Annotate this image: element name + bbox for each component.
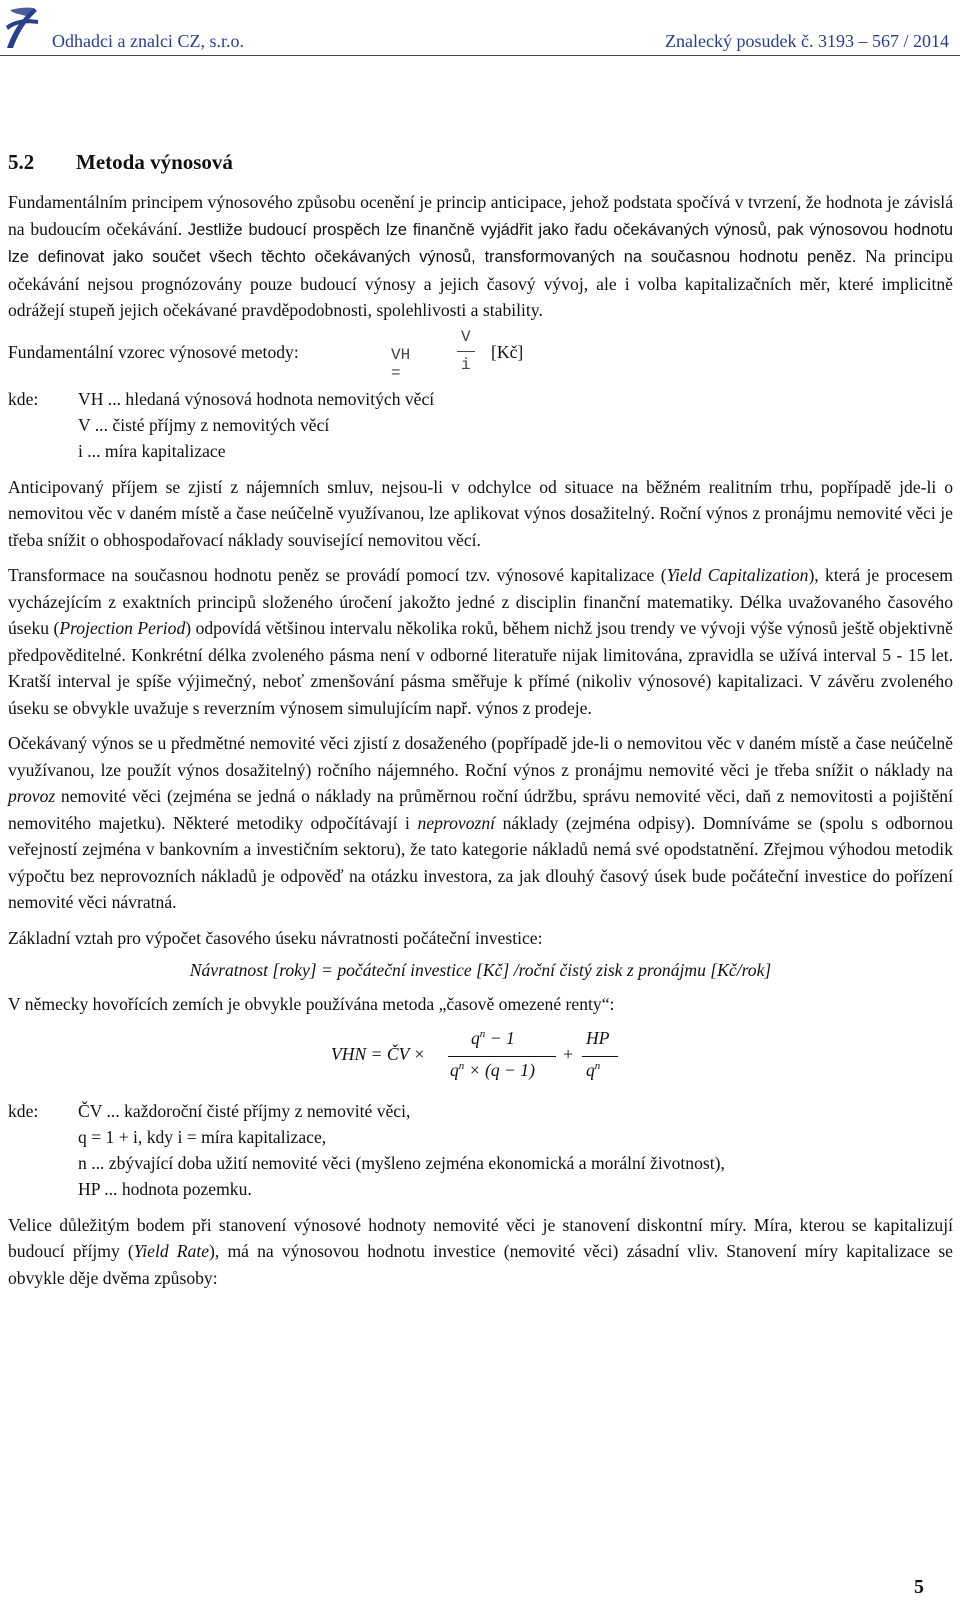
paragraph-payback-intro: Základní vztah pro výpočet časového úseku návratnosti počáteční investice: <box>8 927 543 948</box>
annuity-plus: + <box>562 1043 574 1064</box>
intro-sentence-2: Jestliže budoucí prospěch lze finančně vyjádřit jako řadu očekávaných výnosů, pak výnosovou hodnotu lze definovat jako součet všech těchto očekávaných výnosů, transformovaných na současnou hodnotu peněz. <box>8 220 953 266</box>
payback-formula: Návratnost [roky] = počáteční investice [Kč] /roční čistý zisk z pronájmu [Kč/rok] <box>189 960 772 980</box>
term-yield-capitalization: Yield Capitalization <box>666 565 809 585</box>
definitions-label: kde: <box>8 1100 39 1121</box>
page-number: 5 <box>914 1576 924 1598</box>
fraction-bar <box>457 351 475 352</box>
definition-item: i ... míra kapitalizace <box>78 440 226 461</box>
header-company-name: Odhadci a znalci CZ, s.r.o. <box>52 31 244 51</box>
annuity-fraction-bar <box>448 1056 556 1057</box>
paragraph-anticipated-income: Anticipovaný příjem se zjistí z nájemních smluv, nejsou-li v odchylce od situace na běžném realitním trhu, popřípadě jde-li o nemovitou věc v daném místě a čase neúčelně využívanou, lze aplikovat výnos dosažitelný. Roční výnos z pronájmu nemovité věci je třeba snížit o obhospodařovací náklady související nemovitou věcí. <box>8 476 953 550</box>
definitions-list-1 <box>8 386 953 464</box>
term-neprovozni: neprovozní <box>417 812 496 833</box>
formula-unit: [Kč] <box>491 341 524 362</box>
intro-sentence-3: Na principu očekávání nejsou prognózovány pouze budoucí výnosy a jejich časový vývoj, ale i volba kapitalizačních měr, které implicitně odrážejí stupeň jejich očekávané pravděpodobnosti, spolehlivosti a stability. <box>8 246 953 320</box>
paragraph-transformation: Transformace na současnou hodnotu peněz se provádí pomocí tzv. výnosové kapitalizace (Yield Capitalization), která je procesem vycházejícím z exaktních principů složeného úročení jakožto jedné z disciplin finanční matematiky. Délka uvažovaného časového úseku (Projection Period) odpovídá většinou intervalu několika roků, během nichž jsou trendy ve vývoji výše výnosů ještě objektivně předpověditelné. Konkrétní délka zvoleného pásma není v odborné literatuře nijak limitována, zpravidla se užívá interval 5 - 15 let. Kratší interval je spíše výjimečný, neboť zmenšování pásma směřuje k přímé (nikoliv výnosové) kapitalizaci. V závěru zvoleného úseku se obvykle uvažuje s reverzním výnosem simulujícím např. výnos z prodeje. <box>8 565 953 718</box>
annuity-numerator: $q^n - 1$ <box>471 1027 515 1048</box>
definition-item: q = 1 + i, kdy i = míra kapitalizace, <box>78 1126 327 1147</box>
annuity-denominator: $q^n \times (q - 1)$ <box>450 1059 535 1080</box>
annuity-fraction-bar-2 <box>582 1056 618 1057</box>
fundamental-formula <box>8 327 953 386</box>
formula-label: Fundamentální vzorec výnosové metody: <box>8 341 299 362</box>
company-logo-icon <box>4 4 40 50</box>
definition-item: n ... zbývající doba užití nemovité věci (myšleno zejména ekonomická a morální životnost), <box>78 1152 725 1173</box>
header-report-number: Znalecký posudek č. 3193 – 567 / 2014 <box>665 31 949 51</box>
intro-sentence-1: Fundamentálním principem výnosového způsobu ocenění je princip anticipace, jehož podstata spočívá v tvrzení, že hodnota je závislá na budoucím očekávání. <box>8 192 953 239</box>
paragraph-discount-rate: Velice důležitým bodem při stanovení výnosové hodnoty nemovité věci je stanovení diskontní míry. Míra, kterou se kapitalizují budoucí příjmy (Yield Rate), má na výnosovou hodnotu investice (nemovité věci) zásadní vliv. Stanovení míry kapitalizace se obvykle děje dvěma způsoby: <box>8 1214 953 1288</box>
definition-item: V ... čisté příjmy z nemovitých věcí <box>78 414 330 435</box>
formula-lhs: VH = <box>391 345 411 382</box>
paragraph-german-method: V německy hovořících zemích je obvykle používána metoda „časově omezené renty“: <box>8 994 615 1014</box>
formula-denominator: i <box>461 355 471 374</box>
section-number: 5.2 <box>8 150 35 174</box>
definition-item: ČV ... každoroční čisté příjmy z nemovité věci, <box>78 1100 411 1121</box>
formula-numerator: V <box>461 327 471 346</box>
term-provoz: provoz <box>8 786 56 806</box>
section-title: Metoda výnosová <box>76 150 233 174</box>
annuity-lhs: VHN = ČV × <box>331 1043 426 1064</box>
paragraph-expected-yield: Očekávaný výnos se u předmětné nemovité věci zjistí z dosaženého (popřípadě jde-li o nemovitou věc v daném místě a čase neúčelně využívanou, lze použít výnos dosažitelný) ročního nájemného. Roční výnos z pronájmu nemovité věci je třeba snížit o náklady na provoz nemovité věci (zejména se jedná o náklady na průměrnou roční údržbu, správu nemovité věci, daň z nemovitosti a pojištění nemovitého majetku). Některé metodiky odpočítávají i neprovozní náklady (zejména odpisy). Domníváme se (spolu s odbornou veřejností zejména v bankovním a investičním sektoru), že tato kategorie nákladů nemá své opodstatnění. Zřejmou výhodou metodik výpočtu bez neprovozních nákladů je odpověď na otázku investora, za jak dlouhý časový úsek bude počáteční investice do pořízení nemovité věci návratná. <box>8 733 953 912</box>
header-divider <box>0 55 960 56</box>
page-header <box>0 0 960 58</box>
section-heading <box>8 150 953 175</box>
term-projection-period: Projection Period <box>59 618 186 638</box>
definition-item: HP ... hodnota pozemku. <box>78 1178 252 1199</box>
definitions-label: kde: <box>8 388 39 409</box>
definition-item: VH ... hledaná výnosová hodnota nemovitých věcí <box>78 388 435 409</box>
term-yield-rate: Yield Rate <box>133 1241 210 1261</box>
definitions-list-2 <box>8 1098 953 1202</box>
paragraph-intro <box>8 189 953 324</box>
annuity-numerator-2: HP <box>586 1027 610 1048</box>
annuity-formula <box>8 1024 953 1088</box>
annuity-denominator-2: $q^n$ <box>586 1059 601 1080</box>
page-content <box>8 150 953 1291</box>
